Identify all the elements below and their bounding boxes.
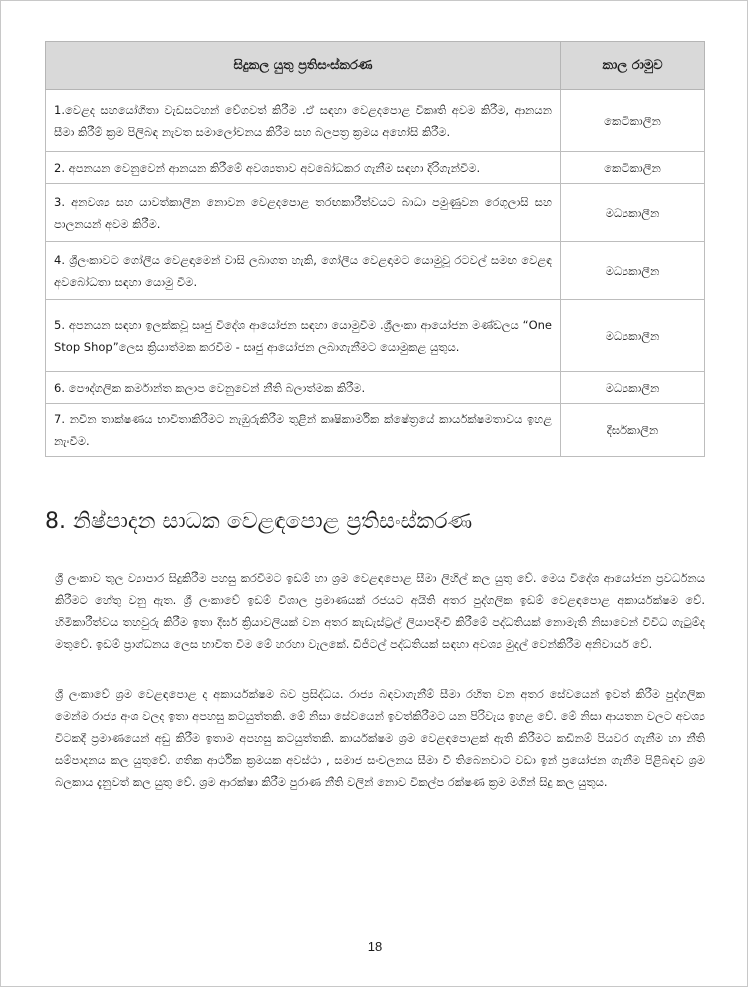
reform-period: මධ්‍යකාලීන bbox=[561, 184, 705, 242]
reforms-table bbox=[45, 41, 705, 457]
reform-item: 3. අනවශ්‍ය සහ යාවත්කාලීන නොවන වෙළදපොළ තරඟකාරීත්වයට බාධා පමුණුවන රෙගුලාසි සහ පාලනයන් අවම කිරීම. bbox=[46, 184, 561, 242]
reform-period: දීර්ඝකාලීන bbox=[561, 404, 705, 457]
reform-period: මධ්‍යකාලීන bbox=[561, 242, 705, 300]
reform-item: 2. අපනයන වෙනුවෙන් ආනයන කිරීමේ අවශ්‍යතාව අවබෝධකර ගැනීම සඳහා දිරිගැන්වීම. bbox=[46, 152, 561, 184]
table-row bbox=[46, 184, 705, 242]
reform-item: 5. අපනයන සඳහා ඉලක්කවූ සෘජු විදේශ ආයෝජන සඳහා යොමුවීම .ශ්‍රීලංකා ආයෝජන මණ්ඩලය “One Stop Shop”ලෙස ක්‍රියාත්මක කරවීම - සෘජු ආයෝජන ලබාගැනීමට යොමුකළ යුතුය. bbox=[46, 300, 561, 372]
reform-period: මධ්‍යකාලීන bbox=[561, 300, 705, 372]
table-row bbox=[46, 152, 705, 184]
reform-item: 7. නවීන තාක්ෂණය භාවිතාකිරීමට නැඹුරුකිරීම තුළින් කෘෂිකාර්මික ක්ෂේත්‍රයේ කාර්යක්ෂමතාවය ඉහළ නැංවීම. bbox=[46, 404, 561, 457]
page-number: 18 bbox=[367, 939, 383, 954]
paragraph-land-labour: ශ්‍රී ලංකාව තුල ව්‍යාපාර සිදුකිරීම පහසු කරවීමට ඉඩම් හා ශ්‍රම වෙළඳපොළ සීමා ලිහිල් කල යුතු වේ. මෙය විදේශ ආයෝජන ප්‍රවර්ධනය කිරීමට හේතු වනු ඇත. ශ්‍රී ලංකාවේ ඉඩම් විශාල ප්‍රමාණයක් රජයට අයිති අතර පුද්ගලික ඉඩම් වෙළඳපොළ අකාර්යක්ෂම වේ. හිමිකාරීත්වය තහවුරු කිරීම ඉතා දීර්ඝ ක්‍රියාවලියක් වන අතර කැඩැස්ට්‍රල් ලියාපදිංචි කිරීමේ පද්ධතියක් නොමැති නිසාවෙන් විවිධ ගැටුම්ද මතුවේ. ඉඩම් ප්‍රාග්ධනය ලෙස භාවිත වීම මේ හරහා වැලකේ. ඩිජිටල් පද්ධතියක් සඳහා අවශ්‍ය මුදල් වෙන්කිරීම අනිවාර්ය වේ. bbox=[55, 571, 705, 651]
reform-period: කෙටිකාලීන bbox=[561, 152, 705, 184]
header-time-frame: කාල රාමුව bbox=[561, 42, 705, 90]
header-reforms: සිදුකල යුතු ප්‍රතිසංස්කරණ bbox=[46, 42, 561, 90]
table-row bbox=[46, 404, 705, 457]
reform-item: 4. ශ්‍රීලංකාවට ගෝලීය වෙළඳාමෙන් වාසි ලබාගත හැකි, ගෝලීය වෙළඳාමට යොමුවූ රටවල් සමඟ වෙළඳ අවබෝධතා සඳහා යොමු වීම. bbox=[46, 242, 561, 300]
paragraph-labour-market: ශ්‍රී ලංකාවේ ශ්‍රම වෙළඳපොළ ද අකාර්යක්ෂම බව ප්‍රසිද්ධය. රාජ්‍ය බඳවාගැනීම් සීමා රහිත වන අතර සේවයෙන් ඉවත් කිරීම පුද්ගලික මෙන්ම රාජ්‍ය අංශ වලද ඉතා අපහසු කටයුත්තකි. මේ නිසා සේවයෙන් ඉවත්කිරීමට යන පිරිවැය ඉහළ වේ. මේ නිසා ආයතන වලට අවශ්‍ය විටකදී ප්‍රමාණයෙන් අඩු කිරීම ඉතාම අපහසු කටයුත්තකි. කාර්යක්ෂම ශ්‍රම වෙළඳපොළක් ඇති කිරීමට කඩිනම් පියවර ගැනීම හා නීති සම්පාදනය කල යුතුවේ. ගතික ආර්ථික ක්‍රමයක අවස්ථා , සමාජ සංචලනය සීමා වී තිබෙනවාට වඩා ඉන් ප්‍රයෝජන ගැනීම පිළිබඳව ශ්‍රම බලකාය දැනුවත් කල යුතු වේ. ශ්‍රම ආරක්ෂා කිරීම පුරාණ නීති වලින් නොව විකල්ප රක්ෂණ ක්‍රම මගින් සිදු කල යුතුය. bbox=[55, 687, 705, 789]
reform-period: මධ්‍යකාලීන bbox=[561, 372, 705, 404]
section-title: 8. නිෂ්පාදන සාධක වෙළඳපොළ ප්‍රතිසංස්කරණ bbox=[45, 509, 473, 534]
reform-item: 6. පෞද්ගලික කර්මාන්ත කලාප වෙනුවෙන් නීති බලාත්මක කිරීම. bbox=[46, 372, 561, 404]
table-row bbox=[46, 372, 705, 404]
reform-item: 1.වෙළද සහයෝගිතා වැඩසටහන් වේගවත් කිරීම .ඒ සඳහා වෙළදපොළ විකෘති අවම කිරීම, ආනයන සීමා කිරීම් ක්‍රම පිලිබඳ නැවත සමාලෝචනය කිරීම සහ බලපත්‍ර ක්‍රමය අහෝසි කිරීම. bbox=[46, 90, 561, 152]
table-row bbox=[46, 90, 705, 152]
table-header-row bbox=[46, 42, 705, 90]
table-row bbox=[46, 300, 705, 372]
reform-period: කෙටිකාලීන bbox=[561, 90, 705, 152]
table-row bbox=[46, 242, 705, 300]
